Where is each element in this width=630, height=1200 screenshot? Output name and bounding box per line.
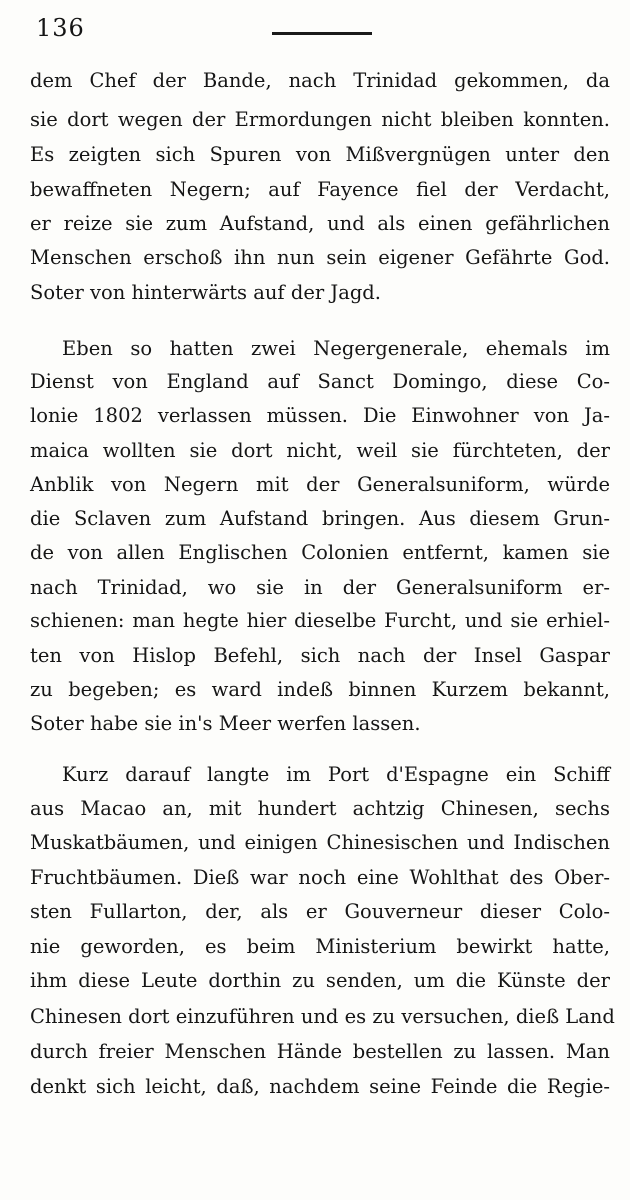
- text-line: Soter von hinterwärts auf der Jagd.: [30, 281, 381, 304]
- text-line: bewaffneten Negern; auf Fayence fiel der Verdacht,: [30, 178, 610, 201]
- text-line: de von allen Englischen Colonien entfernt, kamen sie: [30, 541, 610, 564]
- text-line: die Sclaven zum Aufstand bringen. Aus diesem Grun-: [30, 507, 610, 530]
- text-line: sie dort wegen der Ermordungen nicht bleiben konnten.: [30, 108, 610, 131]
- text-line: Eben so hatten zwei Negergenerale, ehemals im: [62, 337, 610, 360]
- text-line: Menschen erschoß ihn nun sein eigener Gefährte God.: [30, 246, 610, 269]
- text-line: ihm diese Leute dorthin zu senden, um die Künste der: [30, 969, 610, 992]
- text-line: lonie 1802 verlassen müssen. Die Einwohner von Ja-: [30, 404, 610, 427]
- text-line: zu begeben; es ward indeß binnen Kurzem bekannt,: [30, 678, 610, 701]
- text-line: nach Trinidad, wo sie in der Generalsuniform er-: [30, 576, 610, 599]
- text-line: ten von Hislop Befehl, sich nach der Insel Gaspar: [30, 644, 610, 667]
- text-line: durch freier Menschen Hände bestellen zu lassen. Man: [30, 1040, 610, 1063]
- text-line: Kurz darauf langte im Port d'Espagne ein Schiff: [62, 763, 610, 786]
- text-line: schienen: man hegte hier dieselbe Furcht, und sie erhiel-: [30, 609, 610, 632]
- text-line: Soter habe sie in's Meer werfen lassen.: [30, 712, 421, 735]
- text-line: Dienst von England auf Sanct Domingo, diese Co-: [30, 370, 610, 393]
- page-number: 136: [36, 14, 85, 42]
- text-line: maica wollten sie dort nicht, weil sie fürchteten, der: [30, 439, 610, 462]
- text-line: aus Macao an, mit hundert achtzig Chinesen, sechs: [30, 797, 610, 820]
- text-line: sten Fullarton, der, als er Gouverneur dieser Colo-: [30, 900, 610, 923]
- text-line: Chinesen dort einzuführen und es zu versuchen, dieß Land: [30, 1005, 615, 1028]
- text-line: Muskatbäumen, und einigen Chinesischen und Indischen: [30, 831, 610, 854]
- text-line: Es zeigten sich Spuren von Mißvergnügen unter den: [30, 143, 610, 166]
- text-line: Fruchtbäumen. Dieß war noch eine Wohlthat des Ober-: [30, 866, 610, 889]
- header-rule: [272, 32, 372, 35]
- text-line: dem Chef der Bande, nach Trinidad gekommen, da: [30, 69, 610, 92]
- text-line: er reize sie zum Aufstand, und als einen gefährlichen: [30, 212, 610, 235]
- text-line: nie geworden, es beim Ministerium bewirkt hatte,: [30, 935, 610, 958]
- text-line: Anblik von Negern mit der Generalsuniform, würde: [30, 473, 610, 496]
- text-line: denkt sich leicht, daß, nachdem seine Feinde die Regie-: [30, 1075, 610, 1098]
